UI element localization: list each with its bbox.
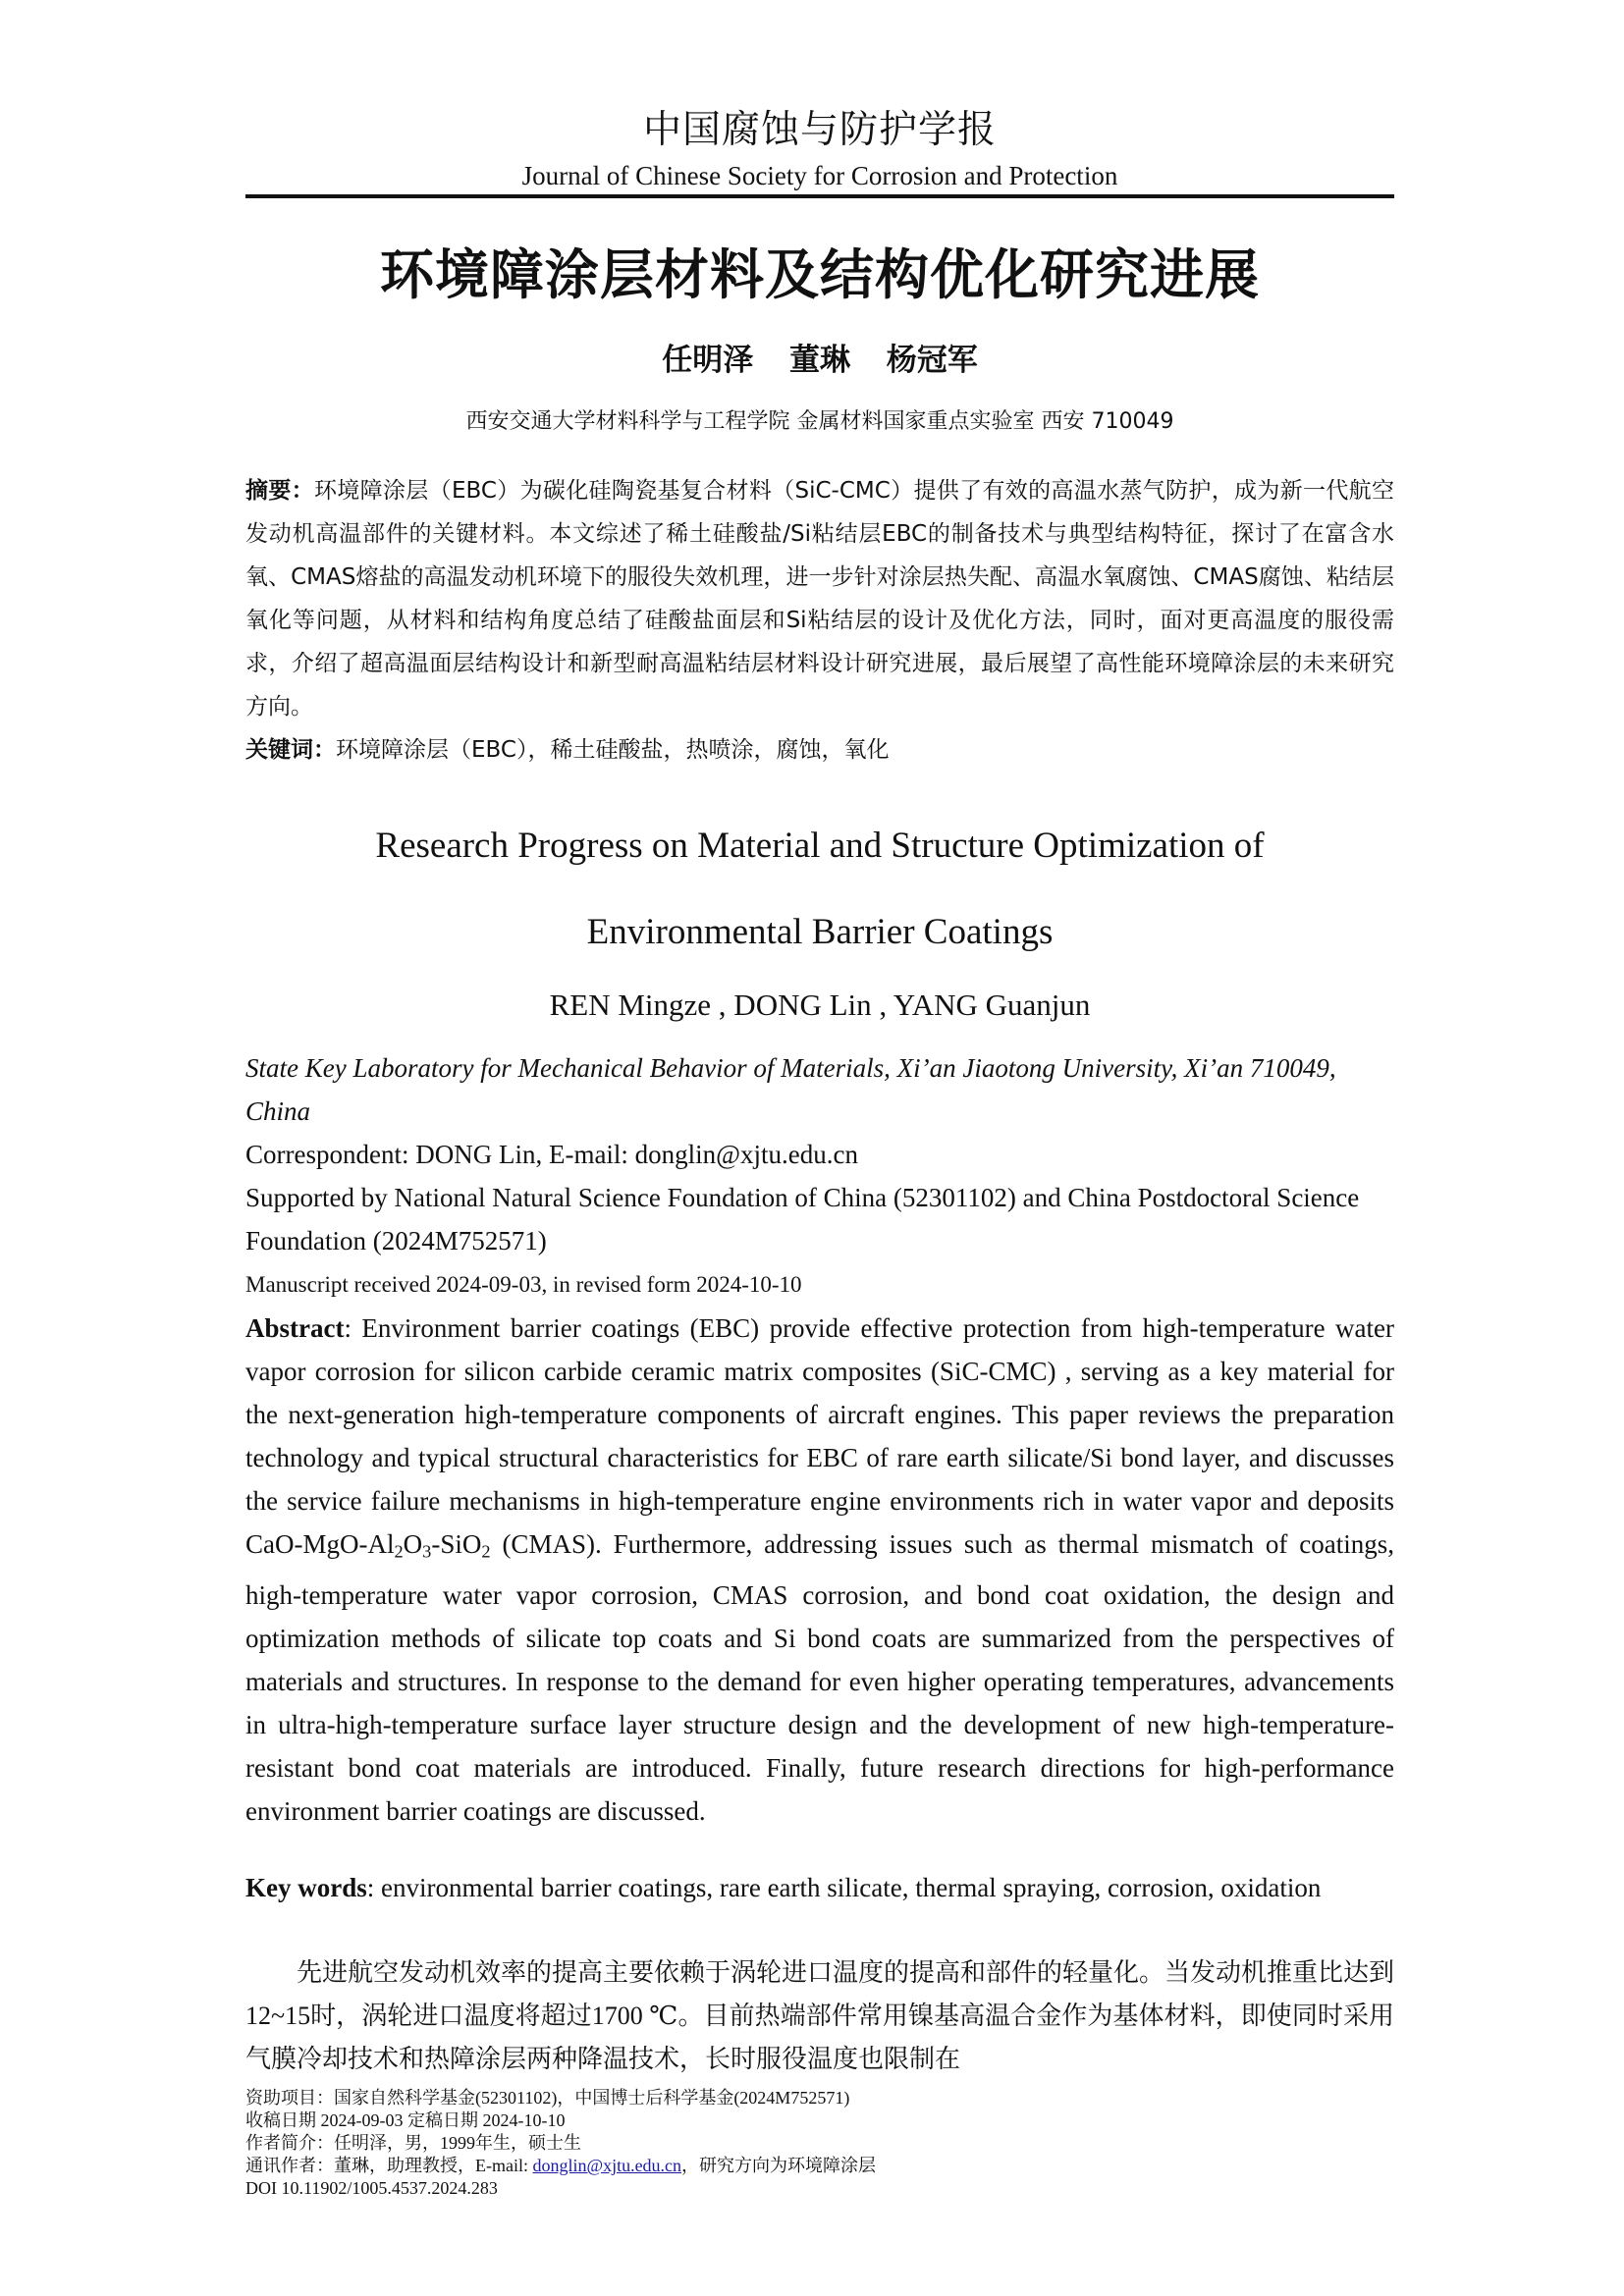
abstract-cn-label: 摘要： <box>245 478 314 504</box>
abstract-cn <box>245 469 1394 728</box>
funding-en: Supported by National Natural Science Foundation of China (52301102) and China Postdoctoral Science Foundation (2024M752571) <box>245 1183 1360 1255</box>
abstract-cn-text: 环境障涂层（EBC）为碳化硅陶瓷基复合材料（SiC-CMC）提供了有效的高温水蒸气防护，成为新一代航空发动机高温部件的关键材料。本文综述了稀土硅酸盐/Si粘结层EBC的制备技术与典型结构特征，探讨了在富含水氧、CMAS熔盐的高温发动机环境下的服役失效机理，进一步针对涂层热失配、高温水氧腐蚀、CMAS腐蚀、粘结层氧化等问题，从材料和结构角度总结了硅酸盐面层和Si粘结层的设计及优化方法，同时，面对更高温度的服役需求，介绍了超高温面层结构设计和新型耐高温粘结层材料设计研究进展，最后展望了高性能环境障涂层的未来研究方向。 <box>245 478 1395 720</box>
footnote-dates: 收稿日期 2024-09-03 定稿日期 2024-10-10 <box>245 2110 566 2130</box>
paper-title-en-line2: Environmental Barrier Coatings <box>586 912 1054 952</box>
abstract-en <box>245 1307 1394 1833</box>
keywords-en <box>245 1866 1394 1909</box>
correspondent-en: Correspondent: DONG Lin, E-mail: donglin@xjtu.edu.cn <box>245 1140 859 1169</box>
abstract-en-text-3: -SiO <box>431 1529 482 1559</box>
abstract-en-label: Abstract <box>245 1313 345 1343</box>
authors-en: REN Mingze , DONG Lin , YANG Guanjun <box>549 988 1091 1022</box>
email-link[interactable]: donglin@xjtu.edu.cn <box>532 2156 682 2175</box>
header-divider <box>245 194 1394 198</box>
affiliation-cn: 西安交通大学材料科学与工程学院 金属材料国家重点实验室 西安 710049 <box>465 409 1174 434</box>
received-dates-en: Manuscript received 2024-09-03, in revised form 2024-10-10 <box>245 1272 802 1297</box>
intro-paragraph-cn: 先进航空发动机效率的提高主要依赖于涡轮进口温度的提高和部件的轻量化。当发动机推重比达到12~15时，涡轮进口温度将超过1700 ℃。目前热端部件常用镍基高温合金作为基体材料，即使同时采用气膜冷却技术和热障涂层两种降温技术，长时服役温度也限制在 <box>245 1958 1395 2073</box>
footnote-author-bio: 作者简介：任明泽，男，1999年生，硕士生 <box>245 2133 581 2153</box>
abstract-en-text-1: : Environment barrier coatings (EBC) provide effective protection from high-temperature water vapor corrosion for silicon carbide ceramic matrix composites (SiC-CMC) , serving as a key material for the next-generation high-temperature components of aircraft engines. This paper reviews the preparation technology and typical structural characteristics for EBC of rare earth silicate/Si bond layer, and discusses the service failure mechanisms in high-temperature engine environments rich in water vapor and deposits CaO-MgO-Al <box>245 1313 1394 1559</box>
abstract-en-sub-1: 2 <box>394 1541 404 1562</box>
paper-title-en <box>245 803 1394 976</box>
authors-cn: 任明泽 董琳 杨冠军 <box>662 343 978 378</box>
journal-header <box>245 103 1394 193</box>
affiliation-en: State Key Laboratory for Mechanical Behavior of Materials, Xi’an Jiaotong University, Xi’an 710049, China <box>245 1053 1336 1126</box>
paper-title-cn: 环境障涂层材料及结构优化研究进展 <box>379 243 1260 306</box>
footnote-funding: 资助项目：国家自然科学基金(52301102)，中国博士后科学基金(2024M752571) <box>245 2088 850 2108</box>
keywords-cn-text: 环境障涂层（EBC），稀土硅酸盐，热喷涂，腐蚀，氧化 <box>336 737 890 763</box>
keywords-cn-label: 关键词： <box>245 737 336 763</box>
keywords-en-label: Key words <box>245 1873 367 1902</box>
footnote-doi: DOI 10.11902/1005.4537.2024.283 <box>245 2178 498 2198</box>
abstract-en-text-2: O <box>403 1529 423 1559</box>
journal-name-cn: 中国腐蚀与防护学报 <box>642 108 997 152</box>
journal-name-en: Journal of Chinese Society for Corrosion and Protection <box>521 161 1118 190</box>
footnote-correspondent <box>245 2155 1394 2177</box>
footnote-corr-prefix: 通讯作者：董琳，助理教授，E-mail: <box>245 2156 533 2175</box>
abstract-en-sub-2: 3 <box>422 1541 432 1562</box>
footnote-corr-suffix: ，研究方向为环境障涂层 <box>681 2156 877 2175</box>
keywords-en-text: : environmental barrier coatings, rare earth silicate, thermal spraying, corrosion, oxidation <box>366 1873 1322 1902</box>
footnotes <box>245 2087 1394 2200</box>
paper-title-en-line1: Research Progress on Material and Structure Optimization of <box>375 826 1265 866</box>
keywords-cn <box>245 728 1394 772</box>
abstract-en-text-4: (CMAS). Furthermore, addressing issues such as thermal mismatch of coatings, high-temperature water vapor corrosion, CMAS corrosion, and bond coat oxidation, the design and optimization methods of silicate top coats and Si bond coats are summarized from the perspectives of materials and structures. In response to the demand for even higher operating temperatures, advancements in ultra-high-temperature surface layer structure design and the development of new high-temperature-resistant bond coat materials are introduced. Finally, future research directions for high-performance environment barrier coatings are discussed. <box>245 1529 1394 1826</box>
abstract-en-sub-3: 2 <box>481 1541 491 1562</box>
